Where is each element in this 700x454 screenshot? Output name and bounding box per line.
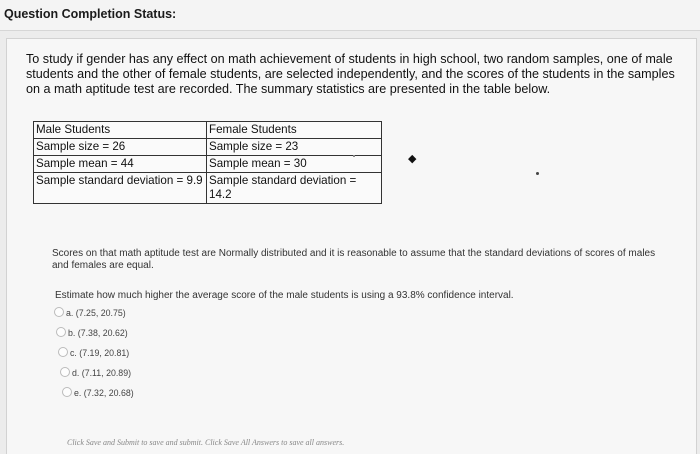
- speck: [536, 172, 539, 175]
- table-cell: Sample size = 26: [34, 139, 207, 156]
- option-label: a. (7.25, 20.75): [66, 308, 126, 318]
- mouse-pointer-icon: ◆: [408, 153, 417, 165]
- page-title: Question Completion Status:: [4, 7, 177, 21]
- radio-button[interactable]: [56, 327, 66, 337]
- option-label: e. (7.32, 20.68): [74, 388, 134, 398]
- status-header: [0, 0, 700, 31]
- question-prompt: Estimate how much higher the average score of the male students is using a 93.8% confidence interval.: [55, 290, 514, 301]
- table-row: [34, 122, 382, 139]
- table-cell: Sample standard deviation = 9.9: [34, 173, 207, 204]
- option-b[interactable]: [56, 327, 128, 338]
- speck: [353, 155, 355, 157]
- table-cell: Sample mean = 44: [34, 156, 207, 173]
- option-c[interactable]: [58, 347, 129, 358]
- table-row: [34, 173, 382, 204]
- option-e[interactable]: [62, 387, 134, 398]
- radio-button[interactable]: [54, 307, 64, 317]
- summary-table: [33, 121, 382, 204]
- assumption-note: Scores on that math aptitude test are Normally distributed and it is reasonable to assume that the standard deviations of scores of males and females are equal.: [52, 248, 656, 271]
- table-row: [34, 156, 382, 173]
- table-cell: Sample size = 23: [207, 139, 382, 156]
- table-header-male: Male Students: [34, 122, 207, 139]
- option-a[interactable]: [54, 307, 126, 318]
- table-header-female: Female Students: [207, 122, 382, 139]
- table-cell: Sample standard deviation = 14.2: [207, 173, 382, 204]
- table-cell: Sample mean = 30: [207, 156, 382, 173]
- table-row: [34, 139, 382, 156]
- footer-instructions: Click Save and Submit to save and submit. Click Save All Answers to save all answers.: [67, 438, 345, 447]
- question-text: To study if gender has any effect on math achievement of students in high school, two random samples, one of male students and the other of female students, are selected independently, and the scores of the students in the samples on a math aptitude test are recorded. The summary statistics are presented in the table below.: [26, 52, 675, 96]
- option-label: b. (7.38, 20.62): [68, 328, 128, 338]
- question-card: [6, 38, 697, 454]
- radio-button[interactable]: [60, 367, 70, 377]
- option-d[interactable]: [60, 367, 131, 378]
- radio-button[interactable]: [62, 387, 72, 397]
- radio-button[interactable]: [58, 347, 68, 357]
- option-label: c. (7.19, 20.81): [70, 348, 130, 358]
- option-label: d. (7.11, 20.89): [72, 368, 132, 378]
